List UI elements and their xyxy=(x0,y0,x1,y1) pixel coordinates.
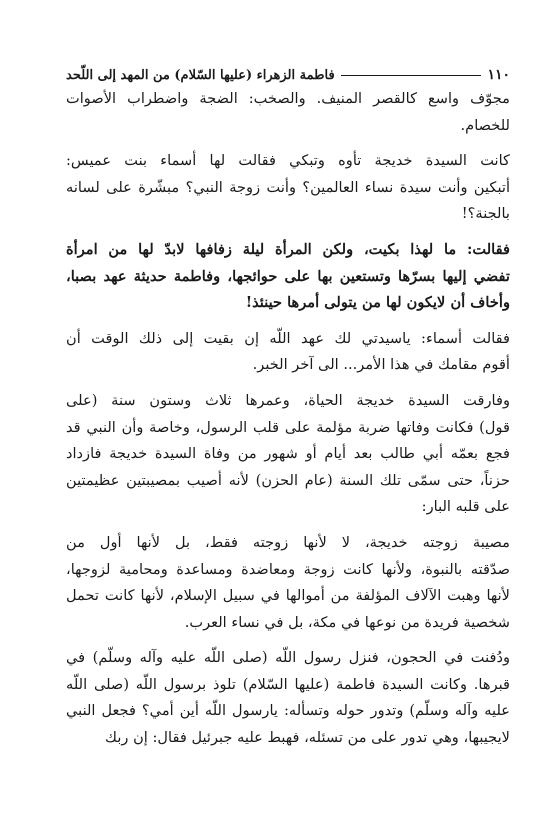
text-line: تفضي إليها بسرّها وتستعين بها على حوائجها، وفاطمة حديثة عهد بصبا، xyxy=(66,267,510,285)
text-line: فجع بعمّه أبي طالب بعد أيام أو شهور من وفاة السيدة خديجة فازداد xyxy=(66,445,510,463)
paragraph xyxy=(66,326,510,379)
running-title: فاطمة الزهراء (عليها السّلام) من المهد إلى اللّحد xyxy=(66,67,335,83)
book-page xyxy=(66,64,510,761)
text-line: أقوم مقامك في هذا الأمر... الى آخر الخبر. xyxy=(252,356,510,374)
header-rule xyxy=(341,75,482,76)
text-line: بالجنة؟! xyxy=(461,205,510,223)
text-line: فقالت أسماء: ياسيدتي لك عهد اللّه إن بقيت إلى ذلك الوقت أن xyxy=(66,329,510,347)
text-line: أتبكين وأنت سيدة نساء العالمين؟ وأنت زوجة النبي؟ مبشّرة على لسانه xyxy=(66,178,510,196)
text-line: ودُفنت في الحجون، فنزل رسول اللّه (صلى اللّه عليه وآله وسلّم) في xyxy=(66,649,510,667)
paragraph xyxy=(66,86,510,139)
text-line: على قلبه البار: xyxy=(421,498,510,516)
text-line: للخصام. xyxy=(460,116,510,134)
text-line: شخصية فريدة من نوعها في مكة، بل في نساء العرب. xyxy=(184,613,510,631)
page-number: ١١٠ xyxy=(487,67,510,83)
paragraph xyxy=(66,237,510,317)
paragraph xyxy=(66,148,510,228)
text-line: مجوّف واسع كالقصر المنيف. والصخب: الضجة واضطراب الأصوات xyxy=(66,90,510,107)
paragraph xyxy=(66,645,510,751)
text-line: كانت السيدة خديجة تأوه وتبكي فقالت لها أسماء بنت عميس: xyxy=(66,152,510,170)
text-line: حزناً، حتى سمّى تلك السنة (عام الحزن) لأنه أصيب بمصيبتين عظيمتين xyxy=(66,471,510,489)
body-text xyxy=(66,86,510,752)
running-head xyxy=(66,64,510,86)
text-line: قول) فكانت وفاتها ضربة مؤلمة على قلب الرسول، وخاصة وأن النبي قد xyxy=(66,418,510,436)
text-line: صدّقته بالنبوة، ولأنها كانت زوجة ومعاضدة ومساعدة ومحامية لزوجها، xyxy=(66,560,510,578)
text-line: وأخاف أن لايكون لها من يتولى أمرها حينئذ! xyxy=(245,294,510,312)
text-line: قبرها. وكانت السيدة فاطمة (عليها السّلام) تلوذ برسول اللّه (صلى اللّه xyxy=(66,675,510,693)
text-line: فقالت: ما لهذا بكيت، ولكن المرأة ليلة زفافها لابدّ لها من امرأة xyxy=(66,240,510,258)
paragraph xyxy=(66,530,510,636)
text-line: عليه وآله وسلّم) وتدور حوله وتسأله: يارسول اللّه أين أمي؟ فجعل النبي xyxy=(66,702,510,720)
text-line: وفارقت السيدة خديجة الحياة، وعمرها ثلاث وستون سنة (على xyxy=(66,391,510,409)
text-line: لأنها وهبت الآلاف المؤلفة من أموالها في سبيل الإسلام، لأنها كانت تحمل xyxy=(66,587,510,605)
text-line: مصيبة زوجته خديجة، لا لأنها زوجته فقط، بل لأنها أول من xyxy=(66,533,510,551)
paragraph xyxy=(66,388,510,521)
text-line: لايجيبها، وهي تدور على من تسئله، فهبط عليه جبرئيل فقال: إن ربك xyxy=(105,729,510,747)
